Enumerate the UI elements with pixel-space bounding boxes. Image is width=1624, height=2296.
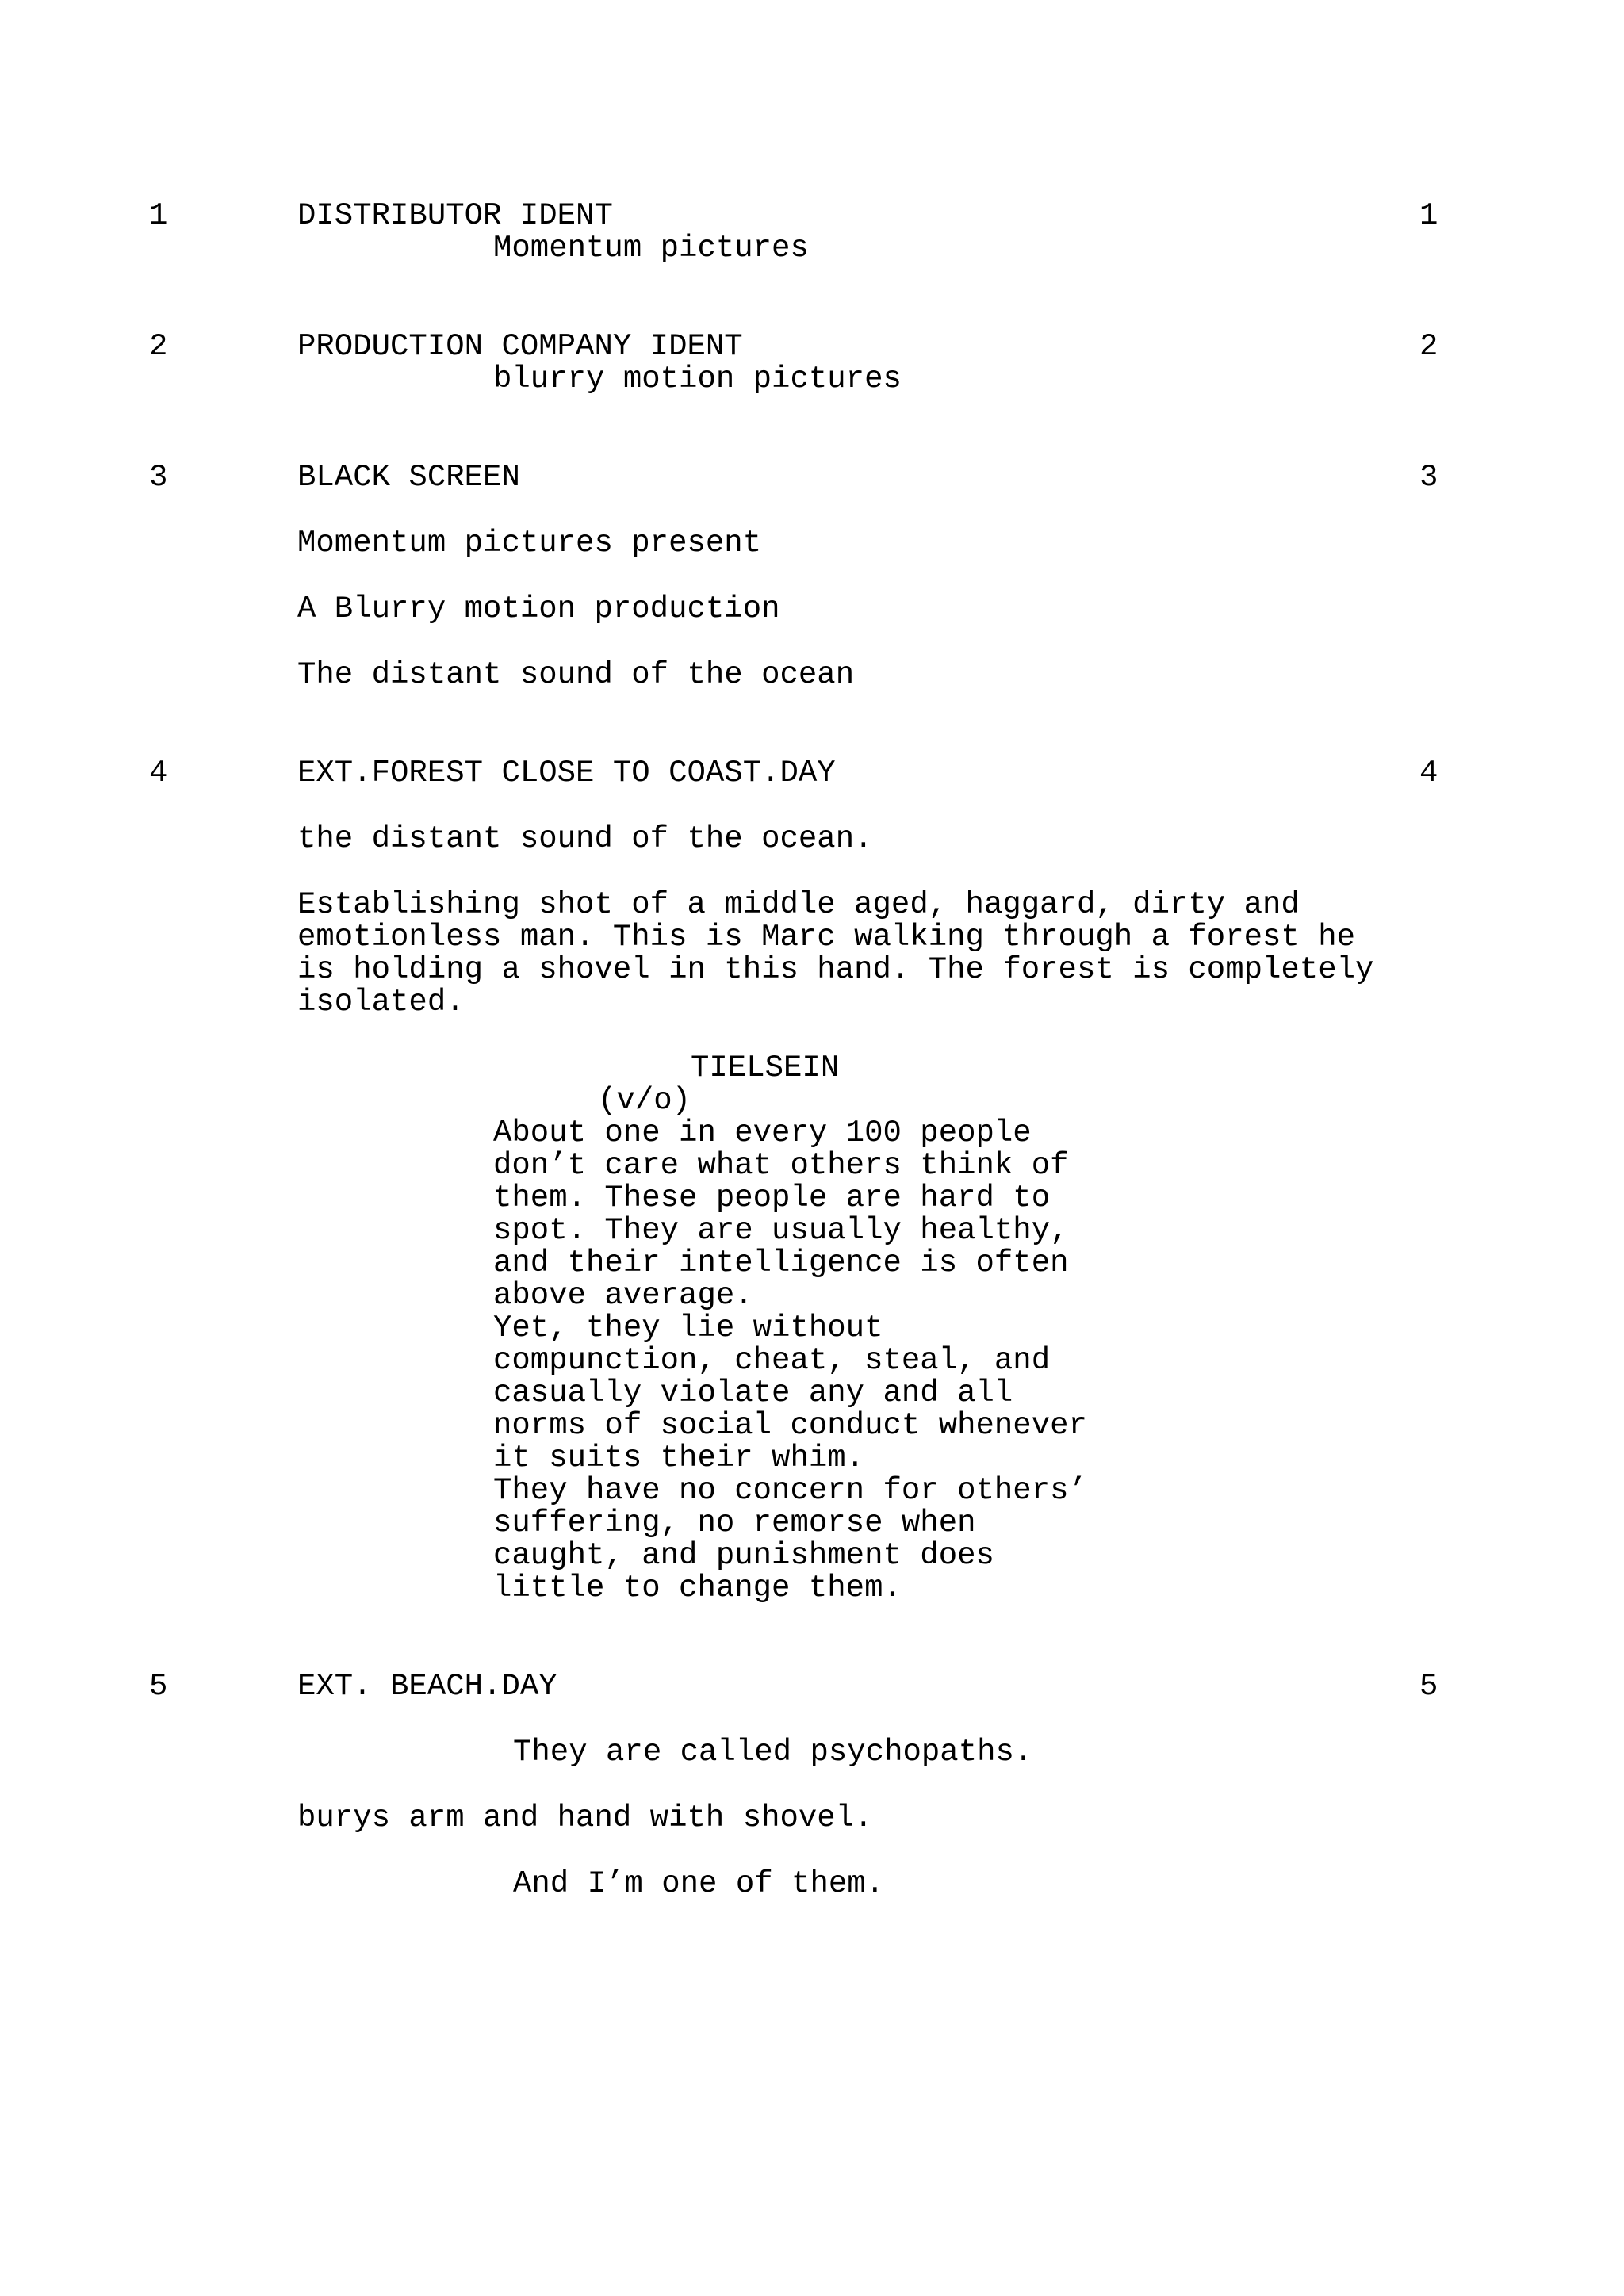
- scene-number-left: 5: [149, 1669, 168, 1704]
- scene-heading: PRODUCTION COMPANY IDENT: [297, 329, 743, 364]
- dialogue-line: compunction, cheat, steal, and: [493, 1343, 1051, 1378]
- dialogue-line: above average.: [493, 1278, 753, 1313]
- dialogue-line: it suits their whim.: [493, 1441, 865, 1475]
- scene-number-right: 1: [1419, 198, 1438, 233]
- action-line: The distant sound of the ocean: [297, 657, 855, 692]
- action-line: burys arm and hand with shovel.: [297, 1800, 873, 1835]
- scene-number-left: 2: [149, 329, 168, 364]
- action-line: isolated.: [297, 985, 465, 1020]
- dialogue-line: little to change them.: [493, 1571, 902, 1605]
- dialogue-line: spot. They are usually healthy,: [493, 1213, 1069, 1248]
- scene-number-right: 4: [1419, 756, 1438, 790]
- action-line: Establishing shot of a middle aged, haggard, dirty and: [297, 887, 1300, 922]
- scene-number-right: 5: [1419, 1669, 1438, 1704]
- scene-number-right: 3: [1419, 460, 1438, 495]
- dialogue-line: don’t care what others think of: [493, 1148, 1069, 1183]
- dialogue-line: Yet, they lie without: [493, 1311, 883, 1345]
- dialogue-line: About one in every 100 people: [493, 1115, 1032, 1150]
- action-line: emotionless man. This is Marc walking through a forest he: [297, 920, 1356, 955]
- action-line: A Blurry motion production: [297, 591, 780, 626]
- dialogue-line: them. These people are hard to: [493, 1181, 1051, 1215]
- scene-subheading: blurry motion pictures: [493, 362, 902, 396]
- scene-number-right: 2: [1419, 329, 1438, 364]
- scene-heading: DISTRIBUTOR IDENT: [297, 198, 613, 233]
- action-line: the distant sound of the ocean.: [297, 821, 873, 856]
- dialogue-line: They are called psychopaths.: [513, 1735, 1033, 1770]
- dialogue-line: casually violate any and all: [493, 1376, 1013, 1410]
- scene-number-left: 3: [149, 460, 168, 495]
- scene-heading: BLACK SCREEN: [297, 460, 520, 495]
- action-line: is holding a shovel in this hand. The forest is completely: [297, 952, 1374, 987]
- scene-number-left: 4: [149, 756, 168, 790]
- character-name: TIELSEIN: [691, 1050, 840, 1085]
- dialogue-line: and their intelligence is often: [493, 1246, 1069, 1280]
- dialogue-line: And I’m one of them.: [513, 1866, 885, 1901]
- scene-heading: EXT. BEACH.DAY: [297, 1669, 557, 1704]
- scene-subheading: Momentum pictures: [493, 231, 809, 266]
- dialogue-line: norms of social conduct whenever: [493, 1408, 1087, 1443]
- parenthetical: (v/o): [598, 1083, 691, 1118]
- dialogue-line: caught, and punishment does: [493, 1538, 994, 1573]
- dialogue-line: They have no concern for others’: [493, 1473, 1087, 1508]
- scene-heading: EXT.FOREST CLOSE TO COAST.DAY: [297, 756, 836, 790]
- scene-number-left: 1: [149, 198, 168, 233]
- action-line: Momentum pictures present: [297, 526, 762, 561]
- dialogue-line: suffering, no remorse when: [493, 1506, 976, 1540]
